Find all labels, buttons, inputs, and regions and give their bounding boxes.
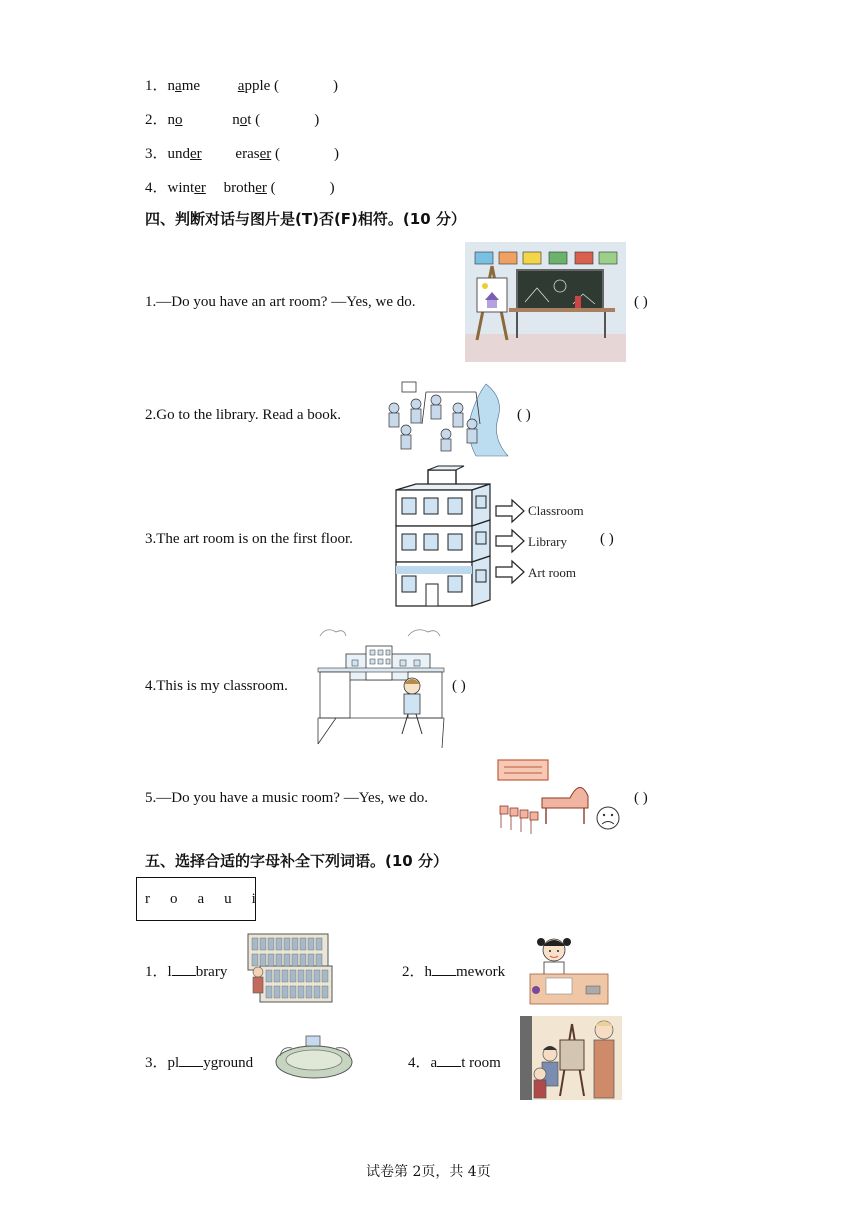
pron-item-2: 2．no not ( ) — [145, 112, 320, 128]
pron-item-1: 1．name apple ( ) — [145, 78, 339, 94]
school-building-picture — [392, 466, 592, 614]
blank-1[interactable] — [172, 961, 196, 976]
label-library: Library — [528, 534, 567, 549]
section5-heading: 五、选择合适的字母补全下列词语。(10 分） — [145, 852, 448, 870]
fill-item-3: 3．pl yground — [145, 1051, 253, 1072]
fill-item-4: 4．a t room — [408, 1051, 501, 1072]
answer-paren-1[interactable]: ( ) — [634, 294, 648, 310]
school-gate-picture — [316, 624, 446, 748]
homework-girl-picture — [524, 934, 610, 1004]
answer-paren-2[interactable]: ( ) — [517, 407, 531, 423]
judge-item-4-text: 4.This is my classroom. — [145, 678, 288, 694]
judge-item-2-text: 2.Go to the library. Read a book. — [145, 407, 342, 423]
blank-3[interactable] — [179, 1052, 203, 1067]
art-class-picture — [520, 1016, 622, 1100]
answer-paren-5[interactable]: ( ) — [634, 790, 648, 806]
label-classroom: Classroom — [528, 503, 584, 518]
playground-picture — [376, 378, 508, 456]
playground-track-picture — [274, 1034, 356, 1082]
blank-4[interactable] — [437, 1052, 461, 1067]
answer-paren-4[interactable]: ( ) — [452, 678, 466, 694]
fill-item-2: 2．h mework — [402, 960, 505, 981]
judge-item-1-text: 1.—Do you have an art room? —Yes, we do. — [145, 294, 416, 310]
art-room-picture — [465, 242, 626, 362]
judge-item-3-text: 3.The art room is on the first floor. — [145, 531, 353, 547]
blank-2[interactable] — [432, 961, 456, 976]
pron-item-3: 3．under eraser ( ) — [145, 146, 339, 162]
section4-heading: 四、判断对话与图片是(T)否(F)相符。(10 分） — [145, 210, 466, 228]
label-art-room: Art room — [528, 565, 577, 580]
library-picture — [246, 932, 332, 1006]
answer-paren-3[interactable]: ( ) — [600, 531, 614, 547]
letter-choice-box — [136, 877, 256, 921]
pron-item-4: 4．winter brother ( ) — [145, 180, 335, 196]
fill-item-1: 1．l brary — [145, 960, 227, 981]
page-footer: 试卷第 2页，共 4页 — [366, 1164, 491, 1180]
judge-item-5-text: 5.—Do you have a music room? —Yes, we do. — [145, 790, 429, 806]
letter-choices: r o a u i — [145, 891, 257, 907]
music-room-picture — [496, 758, 626, 836]
